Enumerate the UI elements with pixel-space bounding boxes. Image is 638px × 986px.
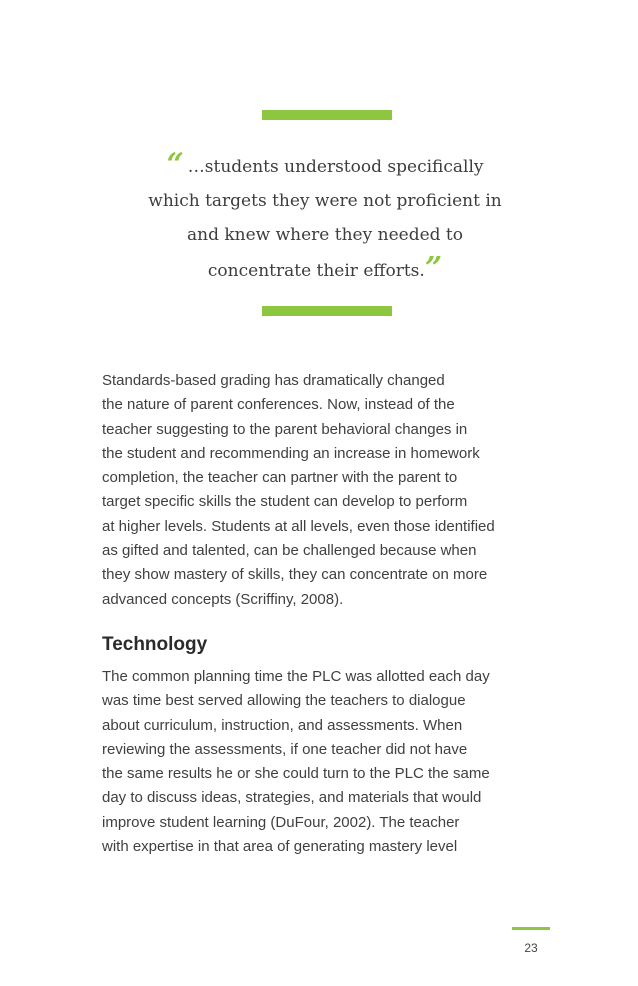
pull-quote-line xyxy=(90,252,560,288)
text-line: the same results he or she could turn to the PLC the same xyxy=(102,765,490,783)
pull-quote-line: and knew where they needed to xyxy=(186,225,463,245)
text-line: The common planning time the PLC was allotted each day xyxy=(102,668,490,685)
pull-quote-line xyxy=(90,148,560,184)
text-line: target specific skills the student can develop to perform xyxy=(102,493,468,511)
text-line: with expertise in that area of generating mastery level xyxy=(102,838,458,856)
text-line: day to discuss ideas, strategies, and materials that would xyxy=(102,789,482,807)
text-line: the nature of parent conferences. Now, instead of the xyxy=(102,396,455,414)
open-quote-mark: “ xyxy=(166,147,184,182)
text-line: advanced concepts (Scriffiny, 2008). xyxy=(102,590,344,608)
pull-quote-text: …students understood specifically xyxy=(187,157,484,177)
text-line: about curriculum, instruction, and assessments. When xyxy=(102,716,463,734)
pull-quote xyxy=(90,148,560,288)
text-line: they show mastery of skills, they can concentrate on more xyxy=(102,566,488,584)
quote-top-bar xyxy=(262,110,392,120)
text-line: was time best served allowing the teachers to dialogue xyxy=(102,692,466,710)
pull-quote-text: concentrate their efforts. xyxy=(207,261,425,281)
text-line: improve student learning (DuFour, 2002). The teacher xyxy=(102,813,460,831)
pull-quote-line: which targets they were not proficient in xyxy=(148,191,502,211)
text-line: teacher suggesting to the parent behavioral changes in xyxy=(102,420,468,438)
quote-bottom-bar xyxy=(262,306,392,316)
text-line: at higher levels. Students at all levels, even those identified xyxy=(102,517,495,535)
section-heading: Technology xyxy=(102,634,208,655)
text-line: completion, the teacher can partner with the parent to xyxy=(102,469,458,487)
body-paragraph xyxy=(102,665,562,859)
text-line: reviewing the assessments, if one teacher did not have xyxy=(102,740,468,758)
page-number: 23 xyxy=(524,941,538,955)
text-line: as gifted and talented, can be challenged because when xyxy=(102,542,477,560)
close-quote-mark: ” xyxy=(424,251,443,286)
text-line: Standards-based grading has dramatically changed xyxy=(102,372,445,389)
page-number-rule xyxy=(512,927,550,930)
body-paragraph xyxy=(102,369,562,612)
text-line: the student and recommending an increase in homework xyxy=(102,444,480,462)
